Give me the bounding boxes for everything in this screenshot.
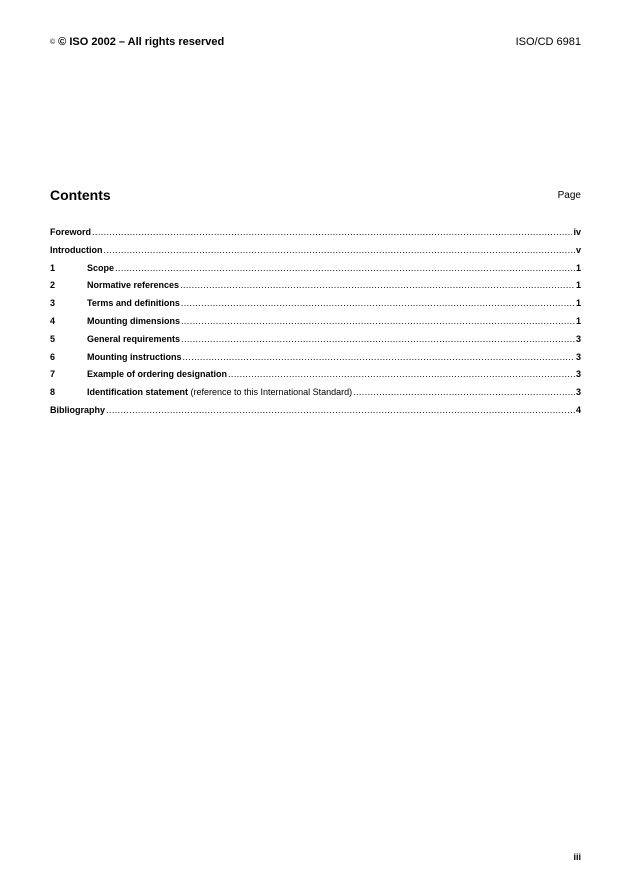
toc-entry-number: 1 (50, 262, 56, 273)
toc-entry-title: General requirements (87, 333, 181, 344)
toc-entry-title (87, 386, 352, 398)
page-header (50, 36, 581, 50)
toc-entry-terms-and-definitions[interactable] (50, 297, 581, 315)
toc-dot-leader (183, 351, 575, 363)
toc-entry-page: 3 (575, 387, 581, 398)
copyright-symbol: © (50, 39, 56, 46)
toc-dot-leader (228, 368, 575, 380)
toc-entry-normative-references[interactable] (50, 279, 581, 297)
toc-entry-title: Scope (87, 262, 115, 273)
toc-entry-number: 2 (50, 280, 56, 291)
toc-entry-page: 4 (575, 404, 581, 415)
toc-entry-number: 3 (50, 298, 56, 309)
toc-entry-title: Introduction (50, 244, 103, 255)
toc-entry-page: 3 (575, 333, 581, 344)
toc-entry-number: 7 (50, 369, 56, 380)
copyright-text: © ISO 2002 – All rights reserved (58, 36, 225, 48)
toc-entry-mounting-dimensions[interactable] (50, 315, 581, 333)
toc-entry-page: 1 (575, 280, 581, 291)
toc-entry-page: 1 (575, 298, 581, 309)
page-column-label: Page (557, 190, 581, 201)
toc-dot-leader (104, 244, 575, 256)
toc-dot-leader (181, 297, 575, 309)
toc-entry-foreword[interactable] (50, 226, 581, 244)
toc-entry-title: Foreword (50, 227, 92, 237)
toc-entry-page: 1 (575, 262, 581, 273)
toc-dot-leader (181, 333, 575, 345)
footer-page-number: iii (573, 852, 581, 862)
toc-entry-page: v (575, 244, 581, 255)
toc-entry-title-main: Identification statement (87, 387, 189, 398)
toc-dot-leader (106, 404, 575, 416)
toc-dot-leader (353, 386, 575, 398)
toc-entry-page: 1 (575, 315, 581, 326)
contents-title: Contents (50, 187, 111, 203)
toc-entry-identification-statement[interactable] (50, 386, 581, 404)
table-of-contents (50, 226, 581, 422)
toc-entry-mounting-instructions[interactable] (50, 351, 581, 369)
copyright-notice (50, 36, 224, 48)
toc-entry-number: 8 (50, 387, 56, 398)
toc-dot-leader (115, 262, 575, 274)
toc-entry-introduction[interactable] (50, 244, 581, 262)
toc-entry-title: Mounting instructions (87, 351, 182, 362)
toc-dot-leader (180, 279, 575, 291)
toc-entry-page: iv (573, 227, 581, 237)
toc-entry-number: 4 (50, 315, 56, 326)
toc-dot-leader (92, 226, 572, 238)
toc-entry-page: 3 (575, 351, 581, 362)
toc-dot-leader (181, 315, 575, 327)
toc-entry-ordering-designation[interactable] (50, 368, 581, 386)
toc-entry-general-requirements[interactable] (50, 333, 581, 351)
toc-entry-title: Bibliography (50, 404, 106, 415)
toc-entry-title: Example of ordering designation (87, 369, 228, 380)
toc-entry-number: 6 (50, 351, 56, 362)
toc-entry-bibliography[interactable] (50, 404, 581, 422)
toc-entry-title-note: (reference to this International Standard) (188, 387, 353, 398)
toc-entry-page: 3 (575, 369, 581, 380)
toc-entry-title: Normative references (87, 280, 180, 291)
toc-entry-title: Terms and definitions (87, 298, 180, 309)
toc-entry-number: 5 (50, 333, 56, 344)
toc-entry-scope[interactable] (50, 262, 581, 280)
document-id: ISO/CD 6981 (515, 36, 581, 48)
toc-entry-title: Mounting dimensions (87, 315, 180, 326)
